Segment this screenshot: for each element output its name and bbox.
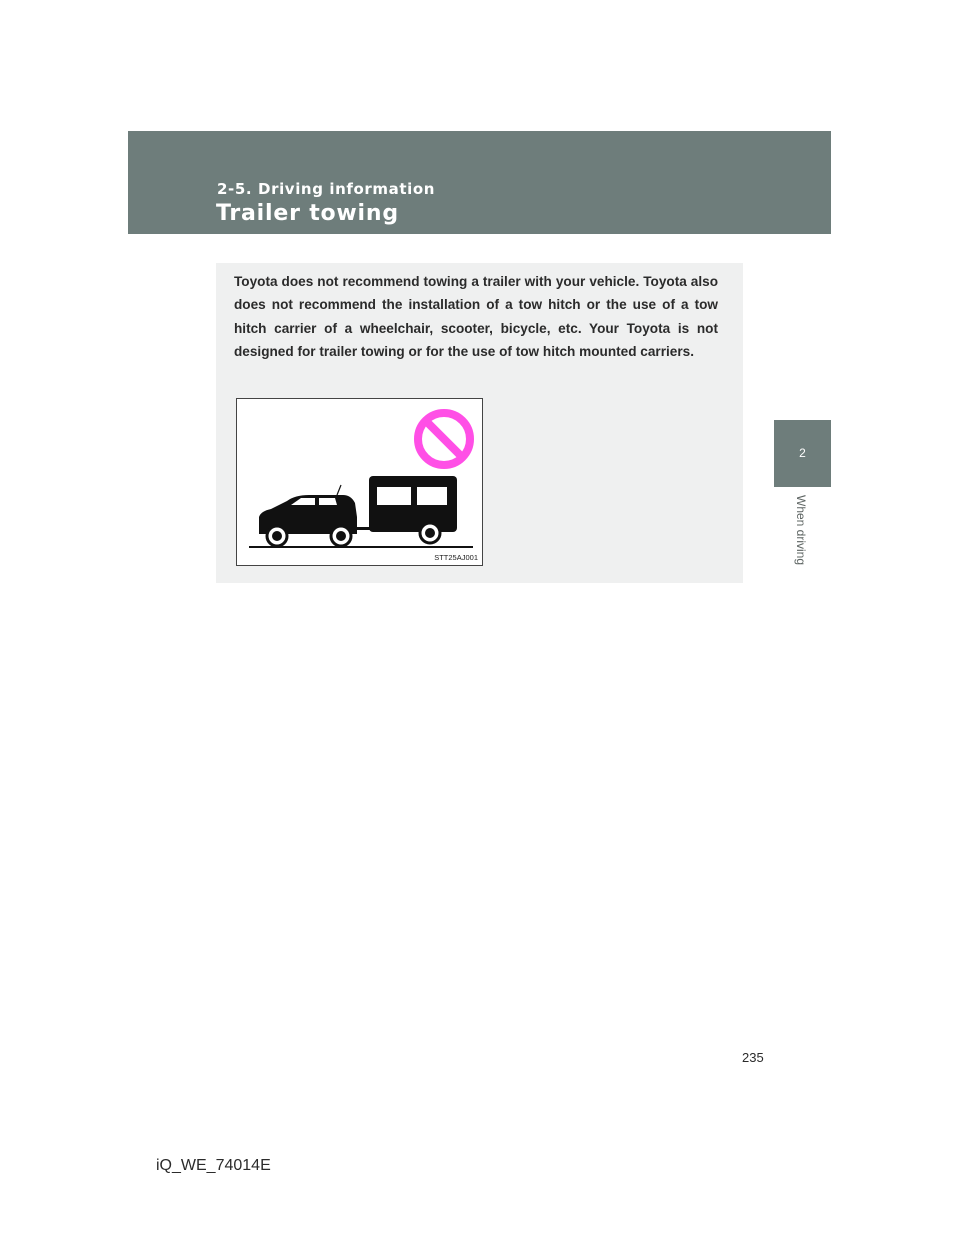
page-number: 235 — [742, 1050, 764, 1065]
section-label: 2-5. Driving information — [217, 180, 436, 198]
figure-code: STT25AJ001 — [434, 553, 478, 562]
notice-box — [216, 263, 743, 583]
car-icon — [259, 485, 371, 546]
page-title: Trailer towing — [216, 201, 399, 226]
header-band — [128, 131, 831, 234]
chapter-tab — [774, 420, 831, 487]
illustration-svg — [237, 399, 484, 567]
notice-text: Toyota does not recommend towing a trailer with your vehicle. Toyota also does not recommend the installation of a tow hitch or the use of a tow hitch carrier of a wheelchair, scooter, bicycle, etc. Your Toyota is not designed for trailer towing or for the use of tow hitch mounted carriers. — [234, 274, 718, 360]
prohibited-icon — [418, 413, 470, 465]
document-code: iQ_WE_74014E — [156, 1157, 271, 1174]
chapter-caption: When driving — [794, 495, 808, 566]
trailer-icon — [369, 476, 457, 543]
trailer-illustration — [236, 398, 483, 566]
chapter-number: 2 — [799, 446, 806, 460]
